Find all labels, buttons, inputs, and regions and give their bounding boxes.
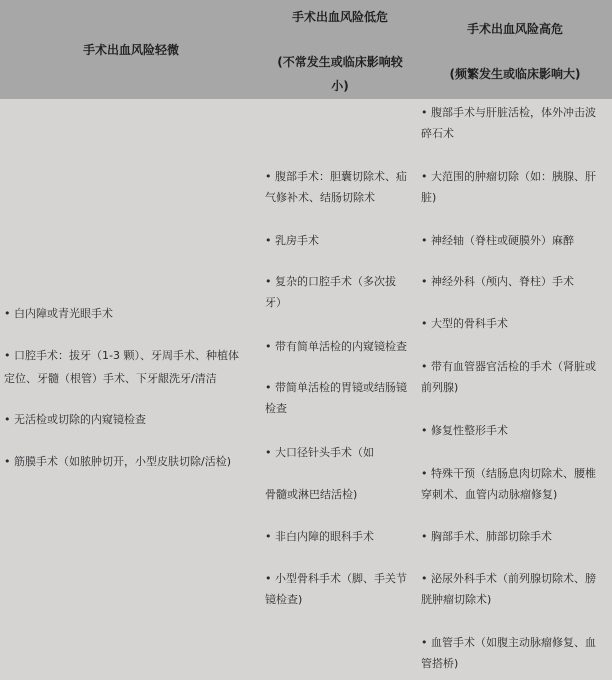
header-low-risk-note-cont: 小) xyxy=(331,79,349,93)
list-item-minimal: • 口腔手术：拔牙（1-3 颗）、牙周手术、种植体 xyxy=(4,349,239,362)
header-minimal-risk: 手术出血风险轻微 xyxy=(82,43,179,57)
list-item-low: • 腹部手术：胆囊切除术、疝 xyxy=(265,170,407,183)
header-high-risk-title: 手术出血风险高危 xyxy=(466,22,563,36)
list-item-high: • 修复性整形手术 xyxy=(421,424,508,437)
list-item-low-cont: 牙） xyxy=(265,296,287,309)
list-item-low: • 小型骨科手术（脚、手关节 xyxy=(265,572,407,585)
header-low-risk-note: (不常发生或临床影响较 xyxy=(277,55,403,69)
list-item-high: • 大型的骨科手术 xyxy=(421,317,508,330)
list-item-high: • 血管手术（如腹主动脉瘤修复、血 xyxy=(421,636,596,649)
list-item-low-cont: 骨髓或淋巴结活检) xyxy=(265,488,358,501)
list-item-high-cont: 脏) xyxy=(421,191,437,204)
list-item-high: • 泌尿外科手术（前列腺切除术、膀 xyxy=(421,572,596,585)
list-item-low-cont: 镜检查) xyxy=(265,593,303,606)
list-item-high: • 胸部手术、肺部切除手术 xyxy=(421,530,552,543)
list-item-low-cont: 检查 xyxy=(265,402,287,415)
list-item-high: • 大范围的肿瘤切除（如：胰腺、肝 xyxy=(421,170,596,183)
list-item-low: • 带简单活检的胃镜或结肠镜 xyxy=(265,381,407,394)
list-item-low: • 乳房手术 xyxy=(265,234,319,247)
list-item-high-cont: 胱肿瘤切除术) xyxy=(421,593,492,606)
list-item-high: • 腹部手术与肝脏活检，体外冲击波 xyxy=(421,106,596,119)
header-high-risk-note: (频繁发生或临床影响大) xyxy=(449,67,581,81)
list-item-high: • 神经轴（脊柱或硬膜外）麻醉 xyxy=(421,234,574,247)
list-item-high: • 带有血管器官活检的手术（肾脏或 xyxy=(421,360,596,373)
list-item-high-cont: 碎石术 xyxy=(421,127,454,140)
header-low-risk-title: 手术出血风险低危 xyxy=(291,10,388,24)
list-item-minimal-cont: 定位、牙髓（根管）手术、下牙龈洗牙/清洁 xyxy=(4,372,217,385)
list-item-high-cont: 管搭桥) xyxy=(421,657,459,670)
body-cell-minimal xyxy=(0,99,263,680)
list-item-low: • 复杂的口腔手术（多次拔 xyxy=(265,275,396,288)
list-item-minimal: • 筋膜手术（如脓肿切开，小型皮肤切除/活检) xyxy=(4,455,231,468)
list-item-low: • 大口径针头手术（如 xyxy=(265,446,374,459)
list-item-minimal: • 白内障或青光眼手术 xyxy=(4,307,113,320)
list-item-minimal: • 无活检或切除的内窥镜检查 xyxy=(4,413,146,426)
list-item-high: • 神经外科（颅内、脊柱）手术 xyxy=(421,275,574,288)
list-item-high-cont: 穿刺术、血管内动脉瘤修复) xyxy=(421,488,558,501)
list-item-low: • 带有简单活检的内窥镜检查 xyxy=(265,340,407,353)
list-item-low-cont: 气修补术、结肠切除术 xyxy=(265,191,375,204)
list-item-high: • 特殊干预（结肠息肉切除术、腰椎 xyxy=(421,467,596,480)
list-item-low: • 非白内障的眼科手术 xyxy=(265,530,374,543)
list-item-high-cont: 前列腺) xyxy=(421,381,459,394)
